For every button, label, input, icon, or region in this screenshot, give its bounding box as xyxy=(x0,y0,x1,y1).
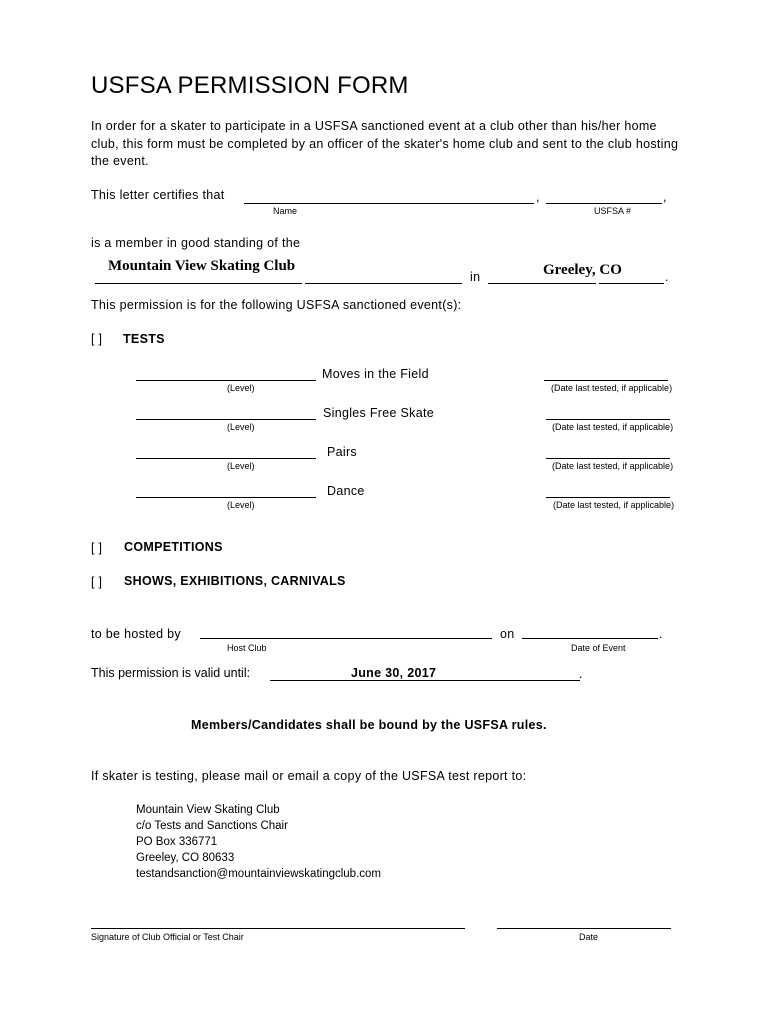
permission-text: This permission is for the following USFSA sanctioned event(s): xyxy=(91,298,462,312)
club-name-field-line[interactable] xyxy=(95,283,302,284)
dance-date-line[interactable] xyxy=(546,497,670,498)
comma: , xyxy=(536,190,540,204)
test-item-mif: Moves in the Field xyxy=(322,367,429,381)
intro-paragraph: In order for a skater to participate in a USFSA sanctioned event at a club other than his/her home club, this form must be completed by an officer of the skater's home club and sent to the club hosting the event. xyxy=(91,119,679,168)
on-text: on xyxy=(500,627,515,641)
singles-date-line[interactable] xyxy=(546,419,670,420)
club-name-value: Mountain View Skating Club xyxy=(108,258,296,274)
event-date-label: Date of Event xyxy=(571,643,626,653)
competitions-heading: COMPETITIONS xyxy=(124,540,223,554)
period: . xyxy=(665,270,669,284)
pairs-date-line[interactable] xyxy=(546,458,670,459)
date-tested-label: (Date last tested, if applicable) xyxy=(553,500,675,510)
level-label: (Level) xyxy=(227,500,255,510)
club-location-field-line[interactable] xyxy=(488,283,596,284)
address-line: PO Box 336771 xyxy=(136,836,218,848)
test-item-singles: Singles Free Skate xyxy=(323,406,435,420)
event-date-field-line[interactable] xyxy=(522,638,658,639)
test-item-pairs: Pairs xyxy=(327,445,357,459)
usfsa-label: USFSA # xyxy=(594,206,632,216)
in-text: in xyxy=(470,270,481,284)
host-club-field-line[interactable] xyxy=(200,638,492,639)
address-line: Greeley, CO 80633 xyxy=(136,852,235,864)
pairs-level-line[interactable] xyxy=(136,458,316,459)
signature-date-label: Date xyxy=(579,932,599,942)
club-location-value: Greeley, CO xyxy=(543,262,622,278)
hosted-text: to be hosted by xyxy=(91,627,181,641)
usfsa-number-field-line[interactable] xyxy=(546,203,662,204)
dance-level-line[interactable] xyxy=(136,497,316,498)
address-line: c/o Tests and Sanctions Chair xyxy=(136,820,288,832)
tests-heading: TESTS xyxy=(123,332,165,346)
name-field-line[interactable] xyxy=(244,203,534,204)
valid-date-value: June 30, 2017 xyxy=(351,666,437,680)
signature-field-line[interactable] xyxy=(91,928,465,929)
shows-heading: SHOWS, EXHIBITIONS, CARNIVALS xyxy=(124,574,346,588)
competitions-checkbox[interactable]: [ ] xyxy=(91,541,103,555)
signature-label: Signature of Club Official or Test Chair xyxy=(91,932,244,942)
mif-level-line[interactable] xyxy=(136,380,316,381)
certify-text: This letter certifies that xyxy=(91,188,225,202)
form-title: USFSA PERMISSION FORM xyxy=(91,72,409,99)
rules-statement: Members/Candidates shall be bound by the USFSA rules. xyxy=(191,718,547,732)
address-line: Mountain View Skating Club xyxy=(136,804,280,816)
shows-checkbox[interactable]: [ ] xyxy=(91,575,103,589)
club-name-field-line-ext xyxy=(305,283,462,284)
valid-date-field-line[interactable] xyxy=(270,680,580,681)
member-text: is a member in good standing of the xyxy=(91,236,301,250)
level-label: (Level) xyxy=(227,422,255,432)
date-tested-label: (Date last tested, if applicable) xyxy=(552,422,674,432)
period: . xyxy=(579,667,583,681)
singles-level-line[interactable] xyxy=(136,419,316,420)
level-label: (Level) xyxy=(227,461,255,471)
level-label: (Level) xyxy=(227,383,255,393)
mailing-address xyxy=(136,802,381,882)
date-tested-label: (Date last tested, if applicable) xyxy=(551,383,673,393)
address-email: testandsanction@mountainviewskatingclub.com xyxy=(136,868,381,880)
club-location-field-line-ext xyxy=(599,283,664,284)
comma: , xyxy=(663,190,667,204)
signature-date-field-line[interactable] xyxy=(497,928,671,929)
name-label: Name xyxy=(273,206,298,216)
valid-text: This permission is valid until: xyxy=(91,666,251,680)
mail-instructions: If skater is testing, please mail or email a copy of the USFSA test report to: xyxy=(91,769,527,783)
date-tested-label: (Date last tested, if applicable) xyxy=(552,461,674,471)
mif-date-line[interactable] xyxy=(544,380,668,381)
host-club-label: Host Club xyxy=(227,643,267,653)
test-item-dance: Dance xyxy=(327,484,365,498)
tests-checkbox[interactable]: [ ] xyxy=(91,332,103,346)
period: . xyxy=(659,627,663,641)
